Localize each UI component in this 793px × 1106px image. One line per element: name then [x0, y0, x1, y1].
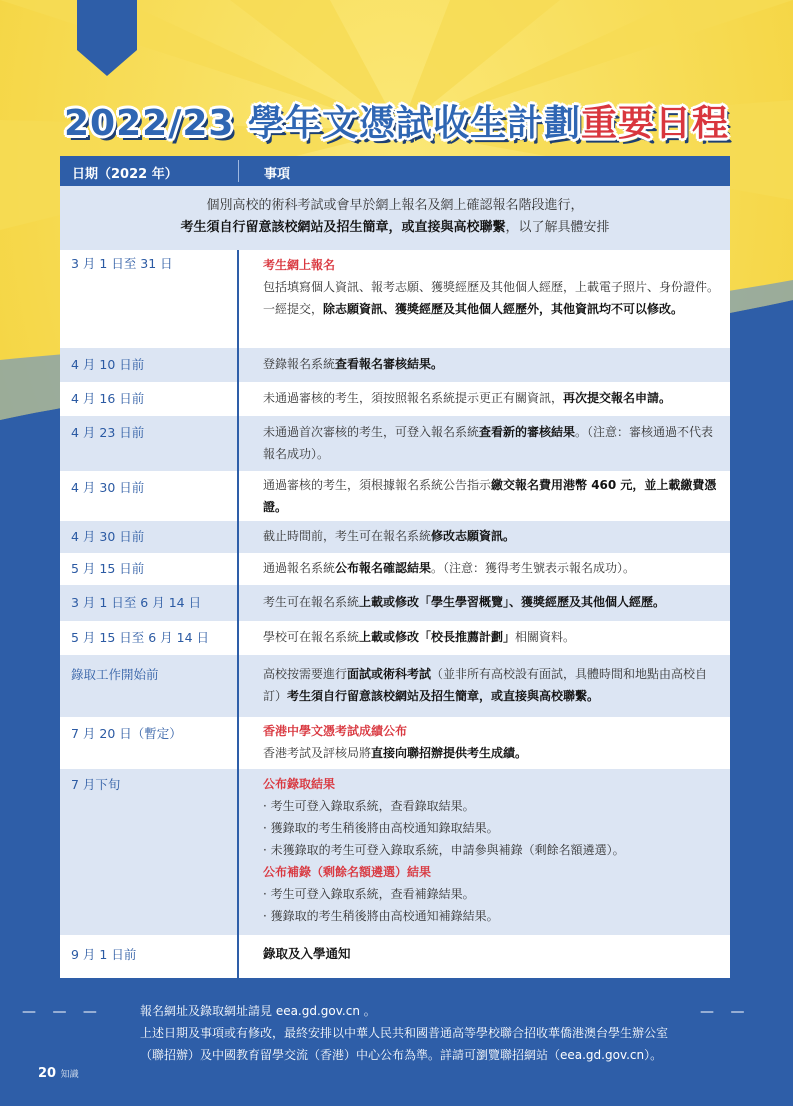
- row-date: 3 月 1 日至 31 日: [71, 256, 173, 271]
- notice-line-2: [60, 217, 730, 239]
- page-number-value: 20: [38, 1066, 57, 1081]
- row-desc: [263, 557, 725, 579]
- table-row: [60, 521, 730, 553]
- bullet-item: · 考生可登入錄取系統，查看錄取結果。: [263, 799, 475, 813]
- row-text: 考生可在報名系統: [263, 595, 360, 609]
- row-date: 4 月 30 日前: [71, 480, 145, 495]
- table-row: [60, 382, 730, 416]
- bullet-item: · 考生可登入錄取系統，查看補錄結果。: [263, 887, 475, 901]
- row-date: 4 月 23 日前: [71, 425, 145, 440]
- row-bold: 查看新的審核結果: [479, 425, 576, 439]
- row-bold-2: 考生須自行留意該校網站及招生簡章，或直接與高校聯繫。: [287, 689, 600, 703]
- header-date: 日期（2022 年）: [72, 167, 178, 182]
- row-desc: [263, 387, 733, 409]
- notice-rest: ，以了解具體安排: [505, 220, 610, 235]
- row-desc: [263, 773, 725, 927]
- row-bold: 再次提交報名申請。: [563, 391, 672, 405]
- row-date: 5 月 15 日前: [71, 561, 145, 576]
- row-text: 香港考試及評核局將: [263, 746, 372, 760]
- page-brand: 知識: [60, 1070, 79, 1080]
- column-divider: [237, 250, 239, 978]
- row-bold: 上載或修改「校長推薦計劃」: [359, 630, 516, 644]
- row-date: 4 月 10 日前: [71, 357, 145, 372]
- bullet-item: · 獲錄取的考生稍後將由高校通知錄取結果。: [263, 821, 499, 835]
- row-text: 未通過審核的考生，須按照報名系統提示更正有關資訊，: [263, 391, 564, 405]
- row-date: 錄取工作開始前: [71, 667, 159, 682]
- footer-line-1: 報名網址及錄取網址請見 eea.gd.gov.cn 。: [140, 1004, 376, 1018]
- row-text: 高校按需要進行: [263, 667, 348, 681]
- row-heading: 公布錄取結果: [263, 777, 336, 791]
- table-row: [60, 348, 730, 382]
- row-text: 通過報名系統: [263, 561, 336, 575]
- row-text-2: 。（注意：審核通過不代表報名成功）。: [263, 425, 714, 461]
- table-row: [60, 655, 730, 717]
- row-desc: [263, 720, 725, 764]
- row-heading: 香港中學文憑考試成績公布: [263, 724, 408, 738]
- row-bold: 修改志願資訊。: [431, 529, 516, 543]
- footer-line-3: （聯招辦）及中國教育留學交流（香港）中心公布為準。詳請可瀏覽聯招網站（eea.gd.gov.cn）。: [140, 1048, 663, 1062]
- table-row: [60, 769, 730, 935]
- row-desc: [263, 353, 725, 375]
- row-bold: 上載或修改「學生學習概覽」、獲獎經歷及其他個人經歷。: [359, 595, 666, 609]
- table-row: [60, 621, 730, 655]
- row-bold: 錄取及入學通知: [263, 946, 351, 961]
- notice-bold: 考生須自行留意該校網站及招生簡章，或直接與高校聯繫: [180, 220, 506, 235]
- row-desc: [263, 591, 733, 613]
- row-desc: [263, 254, 725, 320]
- table-row: [60, 553, 730, 585]
- row-bold: 繳交報名費用港幣 460 元，並上載繳費憑證。: [263, 478, 717, 514]
- row-bold: 直接向聯招辦提供考生成績。: [371, 746, 528, 760]
- row-bold: 公布報名確認結果: [335, 561, 432, 575]
- row-desc: [263, 943, 725, 965]
- row-text-2: 相關資料。: [515, 630, 576, 644]
- row-desc: [263, 626, 725, 648]
- row-text-2: 。（注意：獲得考生號表示報名成功）。: [431, 561, 636, 575]
- page-number: [38, 1066, 79, 1081]
- footer-line-2: 上述日期及事項或有修改，最終安排以中華人民共和國普通高等學校聯合招收華僑港澳台學生辦公室: [140, 1026, 669, 1040]
- table-row: [60, 471, 730, 521]
- notice-box: [60, 186, 730, 250]
- row-text: 通過審核的考生，須根據報名系統公告指示: [263, 478, 492, 492]
- dash-decoration-left: — — —: [22, 1004, 103, 1020]
- row-date: 5 月 15 日至 6 月 14 日: [71, 630, 210, 645]
- row-date: 4 月 30 日前: [71, 529, 145, 544]
- schedule-table: [60, 156, 730, 978]
- header-separator: [238, 160, 239, 182]
- table-row: [60, 935, 730, 978]
- notice-line-1: 個別高校的術科考試或會早於網上報名及網上確認報名階段進行，: [206, 198, 584, 213]
- row-desc: [263, 421, 725, 465]
- title-highlight: 重要日程: [580, 103, 729, 144]
- row-text: 包括填寫個人資訊、報考志願、獲獎經歷及其他個人經歷，上載電子照片、身份證件。一經提交，: [263, 280, 720, 316]
- footer-notes: [140, 1000, 770, 1066]
- row-text: 未通過首次審核的考生，可登入報名系統: [263, 425, 480, 439]
- row-date: 3 月 1 日至 6 月 14 日: [71, 595, 202, 610]
- row-desc: [263, 663, 725, 707]
- row-date: 7 月 20 日（暫定）: [71, 726, 182, 741]
- dash-decoration-right: — —: [700, 1004, 751, 1020]
- row-text: 登錄報名系統: [263, 357, 336, 371]
- bullet-item: · 獲錄取的考生稍後將由高校通知補錄結果。: [263, 909, 499, 923]
- table-row: [60, 717, 730, 769]
- row-text: 學校可在報名系統: [263, 630, 360, 644]
- row-desc: [263, 525, 725, 547]
- row-date: 7 月下旬: [71, 777, 121, 792]
- table-header: [60, 156, 730, 186]
- bullet-item: · 未獲錄取的考生可登入錄取系統，申請參與補錄（剩餘名額遴選）。: [263, 843, 625, 857]
- header-item: 事項: [264, 167, 291, 182]
- page-title: [0, 98, 793, 150]
- row-bold: 查看報名審核結果。: [335, 357, 444, 371]
- table-row: [60, 250, 730, 348]
- row-text-2: （並非所有高校設有面試，具體時間和地點由高校自訂）: [263, 667, 708, 703]
- table-row: [60, 585, 730, 621]
- row-text: 截止時間前，考生可在報名系統: [263, 529, 432, 543]
- row-heading: 考生網上報名: [263, 258, 336, 272]
- title-main: 2022/23 學年文憑試收生計劃: [64, 103, 581, 144]
- row-desc: [263, 474, 725, 518]
- row-date: 4 月 16 日前: [71, 391, 145, 406]
- table-row: [60, 416, 730, 471]
- row-heading-2: 公布補錄（剩餘名額遴選）結果: [263, 865, 432, 879]
- row-bold: 除志願資訊、獲獎經歷及其他個人經歷外，其他資訊均不可以修改。: [323, 302, 684, 316]
- row-bold: 面試或術科考試: [347, 667, 432, 681]
- row-date: 9 月 1 日前: [71, 947, 137, 962]
